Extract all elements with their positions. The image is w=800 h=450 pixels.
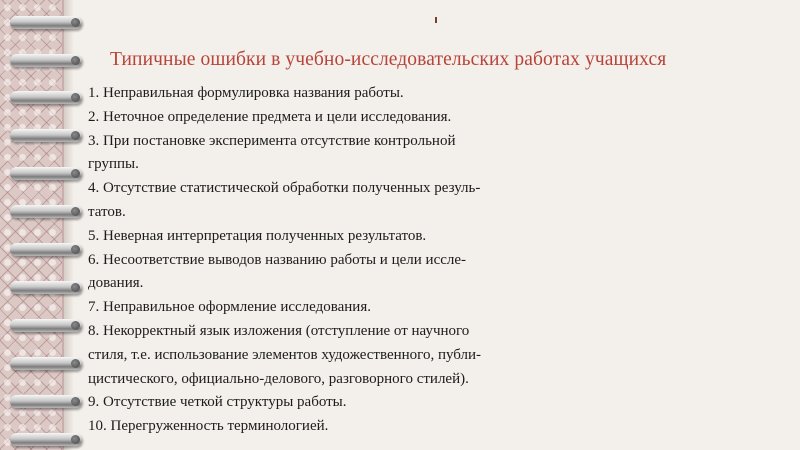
list-item: 8. Некорректный язык изложения (отступление от научного <box>88 322 470 339</box>
list-item: 1. Неправильная формулировка названия работы. <box>88 85 404 101</box>
list-item: цистического, официально-делового, разговорного стилей). <box>88 370 469 387</box>
list-item: 5. Неверная интерпретация полученных результатов. <box>88 227 427 244</box>
binder-ring-icon <box>10 129 82 142</box>
list-item: татов. <box>88 203 126 220</box>
list-item: 9. Отсутствие четкой структуры работы. <box>88 394 347 411</box>
list-item: 2. Неточное определение предмета и цели исследования. <box>88 108 452 125</box>
binder-ring-icon <box>10 167 82 180</box>
list-item: 3. При постановке эксперимента отсутствие контрольной <box>88 132 456 149</box>
decorative-tick <box>435 17 437 23</box>
binder-ring-icon <box>10 357 82 370</box>
binder-ring-icon <box>10 281 82 294</box>
binder-ring-icon <box>10 205 82 218</box>
binder-ring-icon <box>10 243 82 256</box>
error-list <box>88 82 558 439</box>
binder-ring-icon <box>10 91 82 104</box>
decorative-pattern-strip <box>0 0 64 450</box>
binder-ring-icon <box>10 16 82 29</box>
page-edge-shadow <box>64 0 74 450</box>
binder-ring-icon <box>10 433 82 446</box>
list-item: группы. <box>88 156 139 173</box>
list-item: 7. Неправильное оформление исследования. <box>88 299 371 316</box>
binder-ring-icon <box>10 395 82 408</box>
slide-title: Типичные ошибки в учебно-исследовательских работах учащихся <box>110 49 667 70</box>
list-item: стиля, т.е. использование элементов художественного, публи- <box>88 346 482 363</box>
list-item: 4. Отсутствие статистической обработки полученных резуль- <box>88 180 481 197</box>
list-item: 10. Перегруженность терминологией. <box>88 418 329 435</box>
list-item: дования. <box>88 275 144 292</box>
binder-ring-icon <box>10 319 82 332</box>
binder-ring-icon <box>10 54 82 67</box>
list-item: 6. Несоответствие выводов названию работы и цели иссле- <box>88 251 467 268</box>
